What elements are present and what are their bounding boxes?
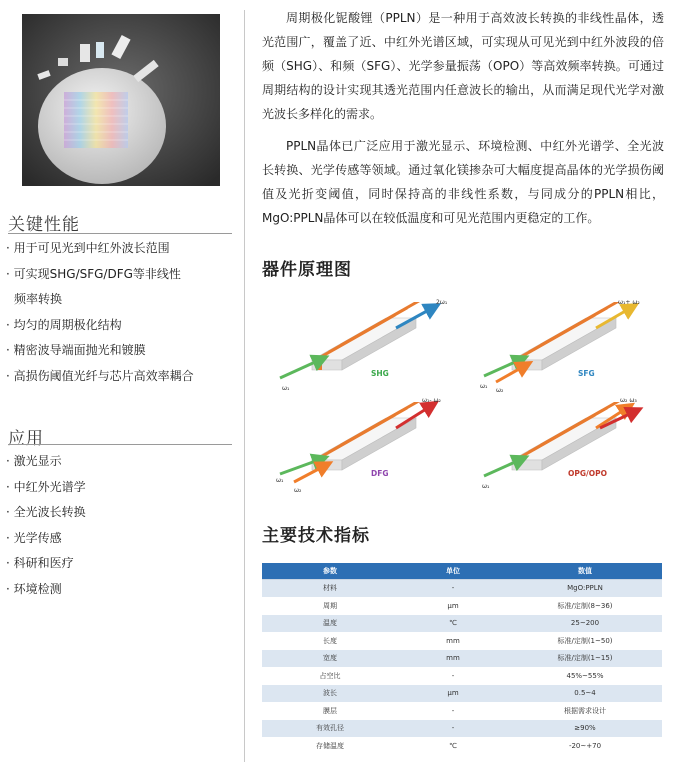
feature-item: · 可实现SHG/SFG/DFG等非线性: [6, 266, 181, 281]
svg-text:ω₂ ω₃: ω₂ ω₃: [620, 397, 637, 404]
application-item: · 科研和医疗: [6, 556, 74, 570]
table-cell: 标准/定制(8~36): [508, 597, 662, 615]
table-cell: μm: [398, 597, 508, 615]
table-cell: 膜层: [262, 702, 398, 720]
table-cell: 0.5~4: [508, 685, 662, 703]
intro-paragraph-1: 周期极化铌酸锂（PPLN）是一种用于高效波长转换的非线性晶体，透光范围广，覆盖了近、中红外光谱区域，可实现从可见光到中红外波段的倍频（SHG）、和频（SFG）、光学参量振荡（OPO）等高效频率转换。可通过周期结构的设计实现其透光范围内任意波长的输出，从而满足现代光学对激光波长多样化的需求。: [262, 11, 664, 121]
table-cell: μm: [398, 685, 508, 703]
header-unit: 单位: [398, 563, 508, 580]
svg-text:ω₁: ω₁: [480, 383, 488, 390]
application-item: · 全光波长转换: [6, 505, 86, 519]
panel-dfg: [276, 397, 442, 494]
panel-sfg: [480, 299, 640, 394]
features-title: 关键性能: [8, 215, 80, 235]
table-cell: 标准/定制(1~15): [508, 650, 662, 668]
table-cell: MgO:PPLN: [508, 580, 662, 598]
panel-opo: [482, 397, 638, 490]
application-item: · 激光显示: [6, 454, 62, 468]
svg-text:2ω₁: 2ω₁: [436, 299, 448, 306]
svg-text:OPG/OPO: OPG/OPO: [568, 469, 608, 478]
table-cell: 根据需求设计: [508, 702, 662, 720]
svg-text:ω₁: ω₁: [282, 385, 290, 392]
table-row: [262, 632, 662, 650]
svg-text:ω₁: ω₁: [276, 477, 284, 484]
feature-item: 频率转换: [14, 292, 63, 306]
svg-text:ω₂: ω₂: [496, 387, 504, 394]
svg-text:ω₁: ω₁: [482, 483, 490, 490]
svg-text:SFG: SFG: [578, 369, 595, 378]
table-cell: 材料: [262, 580, 398, 598]
svg-text:SHG: SHG: [371, 369, 389, 378]
sidebar: [0, 0, 240, 769]
header-value: 数值: [508, 563, 662, 580]
features-list: [6, 236, 236, 389]
application-item: · 环境检测: [6, 581, 62, 596]
table-cell: 周期: [262, 597, 398, 615]
feature-item: · 均匀的周期极化结构: [6, 317, 122, 332]
table-cell: 有效孔径: [262, 720, 398, 738]
table-cell: -: [398, 580, 508, 598]
table-cell: mm: [398, 650, 508, 668]
specs-table: [262, 563, 662, 755]
table-row: [262, 702, 662, 720]
table-cell: 温度: [262, 615, 398, 633]
features-rule: [8, 233, 232, 234]
table-cell: mm: [398, 632, 508, 650]
application-item: · 光学传感: [6, 530, 62, 545]
application-item: · 中红外光谱学: [6, 479, 86, 494]
feature-item: · 用于可见光到中红外波长范围: [6, 241, 170, 255]
table-cell: 长度: [262, 632, 398, 650]
table-row: [262, 667, 662, 685]
applications-title: 应用: [8, 429, 44, 449]
table-cell: ℃: [398, 737, 508, 755]
header-param: 参数: [262, 563, 398, 580]
table-cell: 45%~55%: [508, 667, 662, 685]
svg-text:ω₁+ ω₂: ω₁+ ω₂: [618, 299, 640, 306]
specs-title: 主要技术指标: [262, 526, 370, 546]
table-cell: 占空比: [262, 667, 398, 685]
table-row: [262, 597, 662, 615]
svg-text:DFG: DFG: [371, 469, 389, 478]
applications-list: [6, 449, 236, 602]
table-row: [262, 580, 662, 598]
table-cell: -: [398, 720, 508, 738]
product-photo-ppln-wafer: [22, 14, 220, 186]
table-row: [262, 650, 662, 668]
table-cell: 标准/定制(1~50): [508, 632, 662, 650]
table-cell: ℃: [398, 615, 508, 633]
table-cell: -20~+70: [508, 737, 662, 755]
table-cell: -: [398, 702, 508, 720]
table-cell: 宽度: [262, 650, 398, 668]
table-row: [262, 615, 662, 633]
feature-item: · 精密波导端面抛光和镀膜: [6, 343, 146, 357]
applications-rule: [8, 444, 232, 445]
vertical-divider: [244, 10, 245, 762]
svg-text:ω₁- ω₂: ω₁- ω₂: [422, 397, 441, 404]
table-cell: -: [398, 667, 508, 685]
table-cell: 存储温度: [262, 737, 398, 755]
table-row: [262, 685, 662, 703]
table-row: [262, 737, 662, 755]
table-row: [262, 720, 662, 738]
specs-header-row: [262, 563, 662, 580]
principle-title: 器件原理图: [262, 260, 352, 280]
svg-text:ω₂: ω₂: [294, 487, 302, 494]
table-cell: ≥90%: [508, 720, 662, 738]
table-cell: 波长: [262, 685, 398, 703]
intro-paragraph-2: PPLN晶体已广泛应用于激光显示、环境检测、中红外光谱学、全光波长转换、光学传感等领域。通过氧化镁掺杂可大幅度提高晶体的光学损伤阈值及光折变阈值，同时保持高的非线性系数，与同成分的PPLN相比，MgO:PPLN晶体可以在较低温度和可见光范围内更稳定的工作。: [262, 139, 664, 225]
feature-item: · 高损伤阈值光纤与芯片高效率耦合: [6, 368, 194, 383]
panel-shg: [280, 295, 448, 392]
table-cell: 25~200: [508, 615, 662, 633]
principle-diagram: [266, 290, 662, 494]
